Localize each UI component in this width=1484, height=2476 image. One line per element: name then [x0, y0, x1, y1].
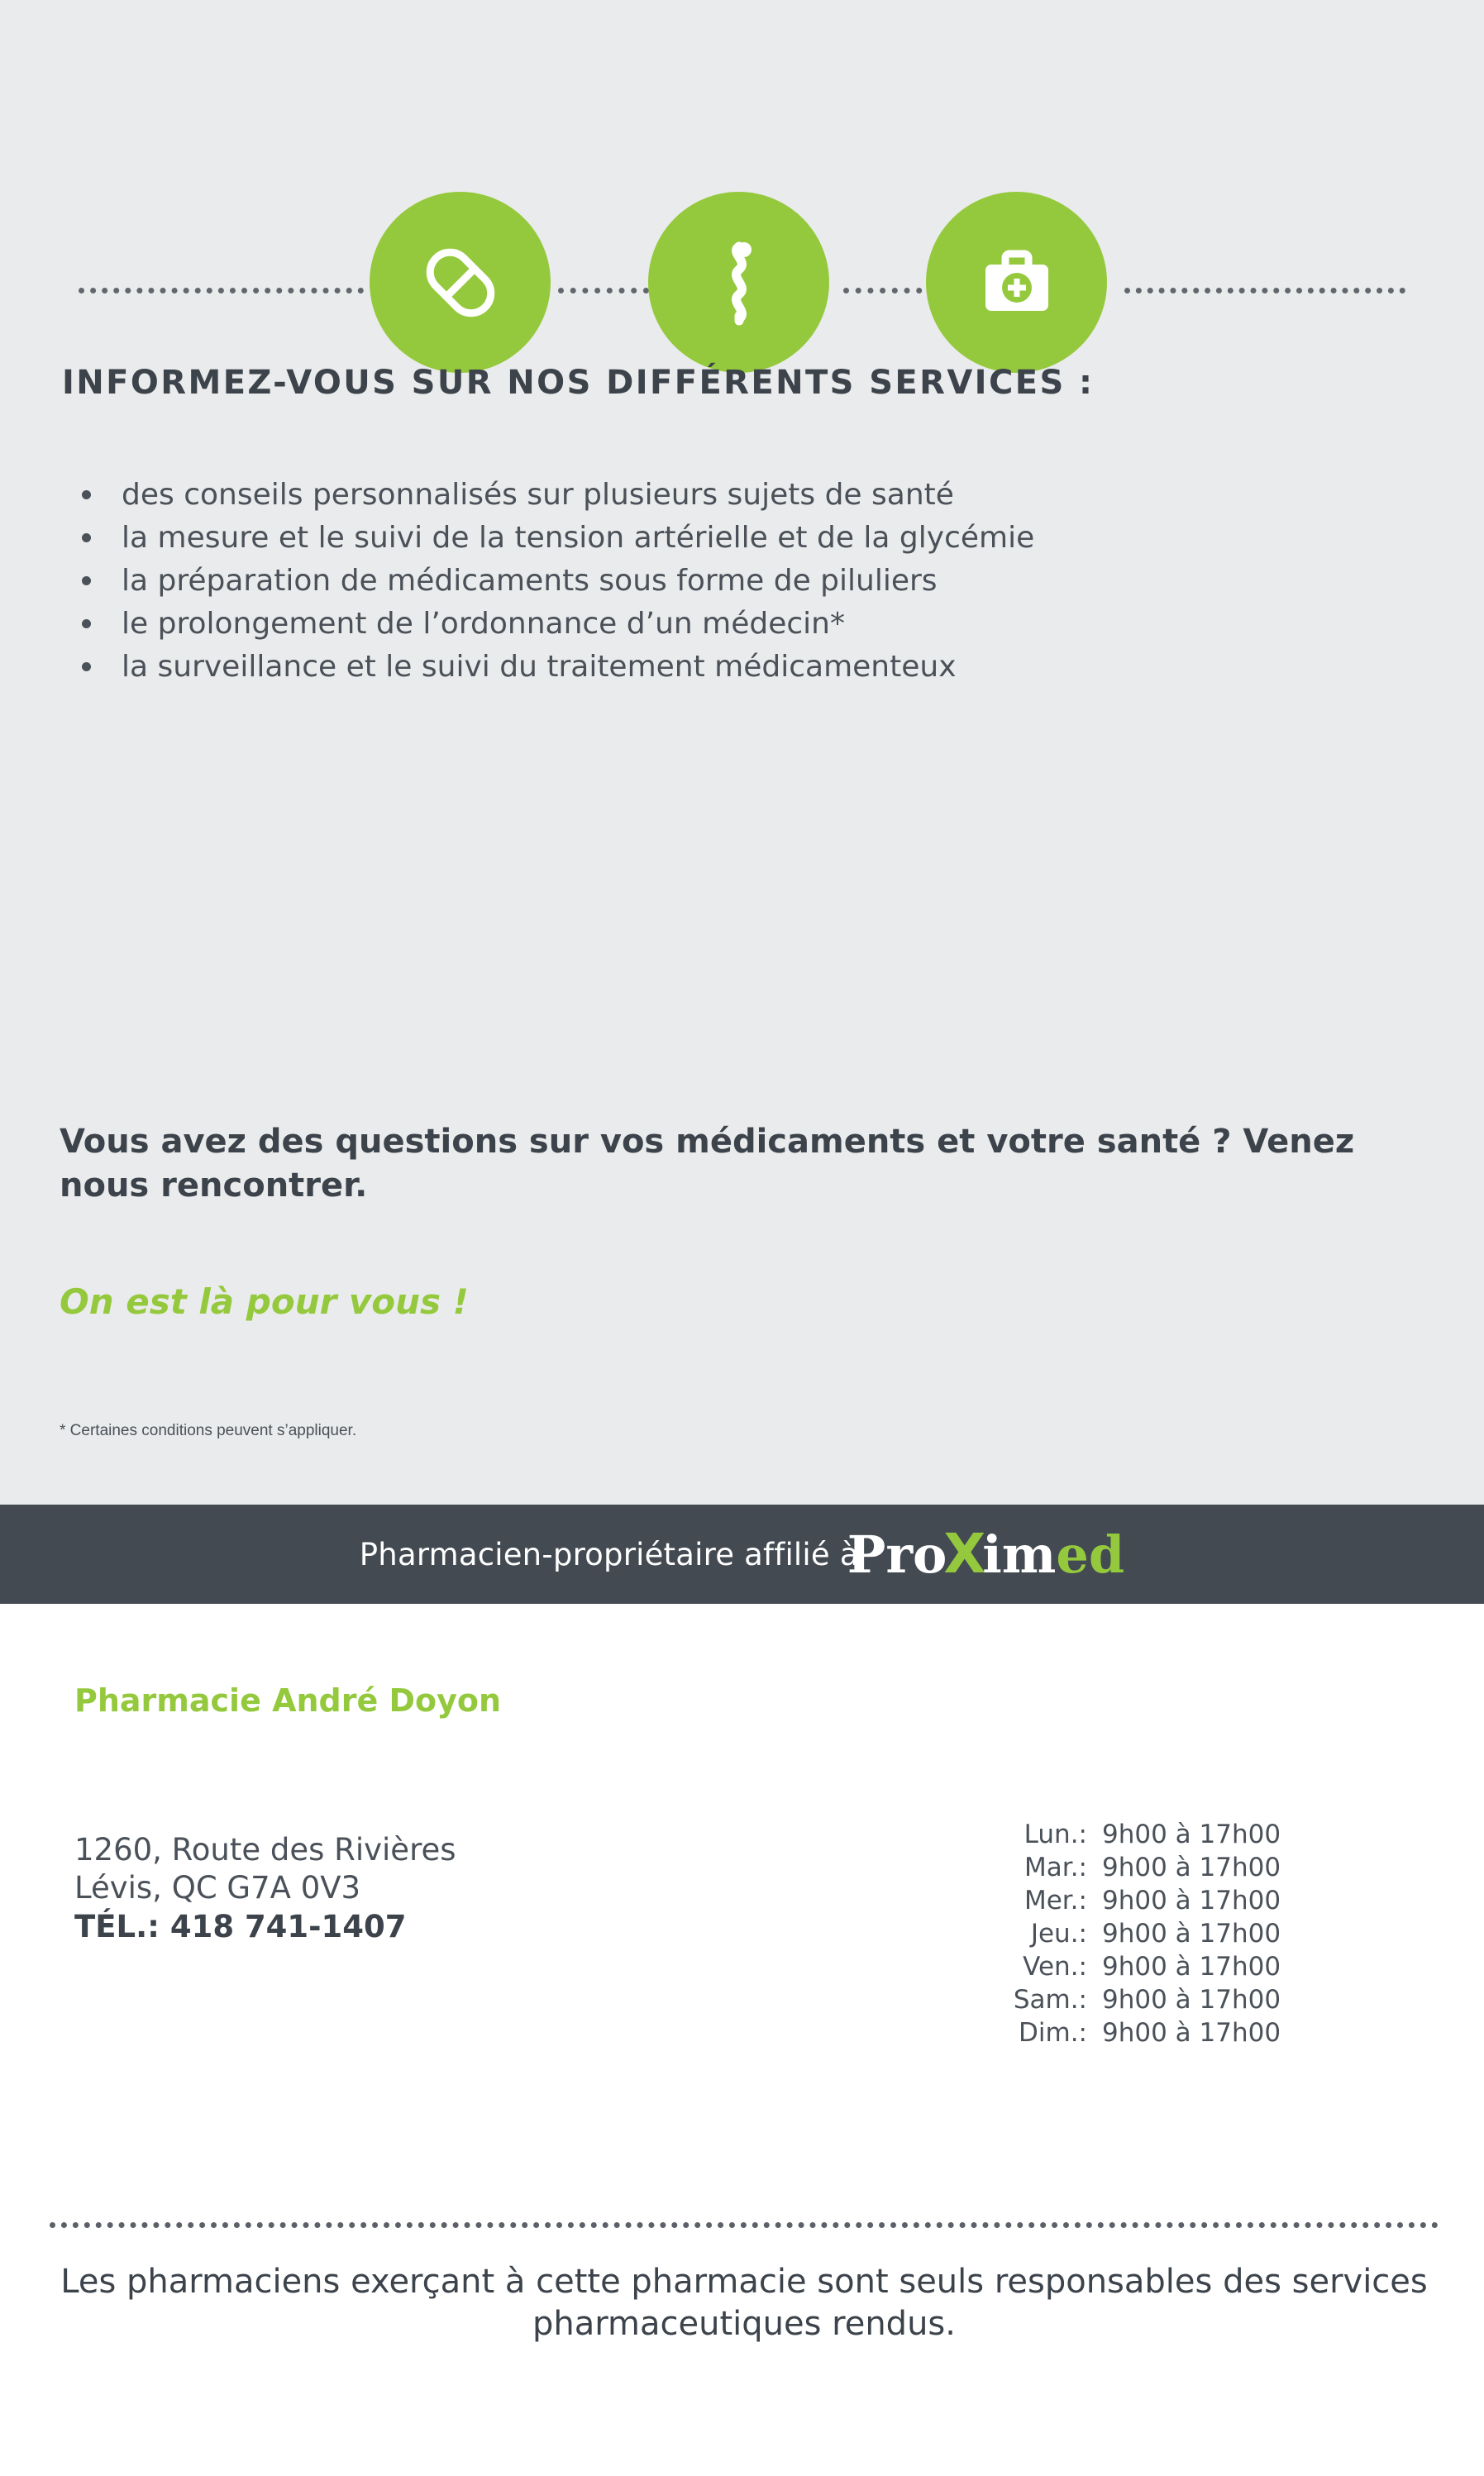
- affiliation-text: Pharmacien-propriétaire affilié à: [359, 1536, 859, 1572]
- affiliation-bar: [0, 1505, 1484, 1604]
- hours-day: Ven.:: [1023, 1951, 1087, 1982]
- logo-part-im: im: [982, 1524, 1057, 1585]
- hours-time: 9h00 à 17h00: [1102, 1852, 1281, 1882]
- page-title: INFORMEZ-VOUS SUR NOS DIFFÉRENTS SERVICES :: [62, 364, 1095, 402]
- hours-time: 9h00 à 17h00: [1102, 1820, 1281, 1849]
- icon-strip: [0, 91, 1484, 289]
- logo-part-ed: ed: [1056, 1524, 1125, 1585]
- opening-hours-table: [988, 1819, 1410, 2050]
- table-row: [988, 2017, 1410, 2050]
- first-aid-kit-icon: [926, 192, 1107, 373]
- dotted-line-right: [1124, 288, 1405, 298]
- table-row: [988, 1885, 1410, 1918]
- hours-time: 9h00 à 17h00: [1102, 1951, 1281, 1982]
- hours-day: Dim.:: [1019, 2017, 1087, 2048]
- list-item: [70, 518, 1393, 558]
- address-line-2: Lévis, QC G7A 0V3: [74, 1870, 361, 1906]
- list-item: [70, 475, 1393, 515]
- dotted-line-left: [79, 288, 364, 298]
- hours-day: Lun.:: [1024, 1820, 1087, 1849]
- proximed-logo: [847, 1522, 1125, 1586]
- hours-time: 9h00 à 17h00: [1102, 2017, 1281, 2048]
- logo-part-x: X: [943, 1522, 986, 1586]
- pharmacy-address: [74, 1831, 818, 1946]
- table-row: [988, 1984, 1410, 2017]
- service-text: des conseils personnalisés sur plusieurs sujets de santé: [122, 478, 954, 512]
- address-line-1: 1260, Route des Rivières: [74, 1832, 456, 1868]
- phone-number: TÉL.: 418 741-1407: [74, 1908, 407, 1944]
- list-item: [70, 604, 1393, 644]
- bullet-icon: [82, 490, 91, 499]
- bullet-icon: [82, 533, 91, 542]
- hours-day: Mer.:: [1024, 1885, 1087, 1915]
- dotted-line-mid-2: [843, 288, 934, 298]
- table-row: [988, 1852, 1410, 1885]
- hours-time: 9h00 à 17h00: [1102, 1885, 1281, 1915]
- service-text: le prolongement de l’ordonnance d’un médecin*: [122, 606, 845, 641]
- services-list: [70, 475, 1393, 689]
- list-item: [70, 647, 1393, 687]
- bullet-icon: [82, 662, 91, 671]
- tagline: On est là pour vous !: [60, 1281, 469, 1322]
- question-heading: Vous avez des questions sur vos médicaments et votre santé ? Venez nous rencontrer.: [60, 1123, 1355, 1205]
- caduceus-icon: [648, 192, 829, 373]
- hours-time: 9h00 à 17h00: [1102, 1918, 1281, 1949]
- hours-day: Mar.:: [1024, 1852, 1087, 1882]
- hours-day: Sam.:: [1013, 1984, 1087, 2015]
- table-row: [988, 1951, 1410, 1984]
- logo-part-pro: Pro: [847, 1524, 947, 1585]
- service-text: la mesure et le suivi de la tension artérielle et de la glycémie: [122, 520, 1035, 555]
- service-text: la préparation de médicaments sous forme de piluliers: [122, 563, 938, 598]
- hours-time: 9h00 à 17h00: [1102, 1984, 1281, 2015]
- table-row: [988, 1819, 1410, 1852]
- list-item: [70, 561, 1393, 601]
- hours-day: Jeu.:: [1030, 1918, 1087, 1949]
- service-text: la surveillance et le suivi du traitement médicamenteux: [122, 649, 957, 684]
- pharmacy-name: Pharmacie André Doyon: [74, 1682, 502, 1719]
- footnote: * Certaines conditions peuvent s’appliquer.: [60, 1422, 357, 1439]
- disclaimer-text: Les pharmaciens exerçant à cette pharmacie sont seuls responsables des services pharmaceutiques rendus.: [60, 2263, 1428, 2344]
- dotted-line-mid-1: [558, 288, 649, 298]
- bullet-icon: [82, 619, 91, 628]
- table-row: [988, 1918, 1410, 1951]
- dotted-separator: [50, 2222, 1439, 2228]
- bullet-icon: [82, 576, 91, 585]
- pill-icon: [370, 192, 551, 373]
